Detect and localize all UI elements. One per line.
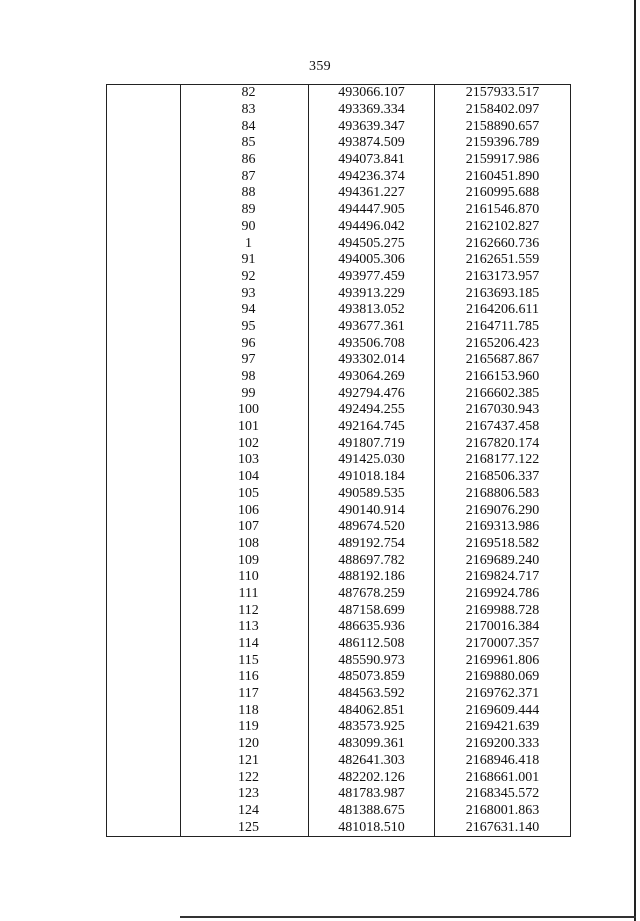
y-coordinate-cell: 2168806.583 [435, 486, 571, 503]
empty-cell [107, 602, 181, 619]
table-row [107, 285, 571, 302]
empty-cell [107, 219, 181, 236]
point-number-cell: 103 [181, 452, 309, 469]
y-coordinate-cell: 2168661.001 [435, 769, 571, 786]
x-coordinate-cell: 481018.510 [309, 819, 435, 836]
point-number-cell: 116 [181, 669, 309, 686]
point-number-cell: 1 [181, 235, 309, 252]
table-row [107, 168, 571, 185]
y-coordinate-cell: 2169076.290 [435, 502, 571, 519]
empty-cell [107, 803, 181, 820]
x-coordinate-cell: 483573.925 [309, 719, 435, 736]
y-coordinate-cell: 2157933.517 [435, 85, 571, 102]
y-coordinate-cell: 2158402.097 [435, 102, 571, 119]
y-coordinate-cell: 2169924.786 [435, 586, 571, 603]
y-coordinate-cell: 2162660.736 [435, 235, 571, 252]
empty-cell [107, 636, 181, 653]
empty-cell [107, 118, 181, 135]
point-number-cell: 91 [181, 252, 309, 269]
point-number-cell: 112 [181, 602, 309, 619]
x-coordinate-cell: 493369.334 [309, 102, 435, 119]
y-coordinate-cell: 2169988.728 [435, 602, 571, 619]
table-row [107, 469, 571, 486]
table-row [107, 669, 571, 686]
table-row [107, 753, 571, 770]
point-number-cell: 122 [181, 769, 309, 786]
empty-cell [107, 586, 181, 603]
table-row [107, 219, 571, 236]
y-coordinate-cell: 2160451.890 [435, 168, 571, 185]
x-coordinate-cell: 488192.186 [309, 569, 435, 586]
x-coordinate-cell: 492794.476 [309, 385, 435, 402]
empty-cell [107, 719, 181, 736]
x-coordinate-cell: 494073.841 [309, 152, 435, 169]
y-coordinate-cell: 2168177.122 [435, 452, 571, 469]
table-row [107, 419, 571, 436]
empty-cell [107, 652, 181, 669]
empty-cell [107, 819, 181, 836]
x-coordinate-cell: 485073.859 [309, 669, 435, 686]
table-row [107, 652, 571, 669]
empty-cell [107, 502, 181, 519]
y-coordinate-cell: 2167631.140 [435, 819, 571, 836]
point-number-cell: 106 [181, 502, 309, 519]
x-coordinate-cell: 488697.782 [309, 552, 435, 569]
y-coordinate-cell: 2165687.867 [435, 352, 571, 369]
table-row [107, 552, 571, 569]
y-coordinate-cell: 2169880.069 [435, 669, 571, 686]
point-number-cell: 99 [181, 385, 309, 402]
point-number-cell: 118 [181, 702, 309, 719]
table-row [107, 586, 571, 603]
y-coordinate-cell: 2169689.240 [435, 552, 571, 569]
point-number-cell: 98 [181, 369, 309, 386]
x-coordinate-cell: 491425.030 [309, 452, 435, 469]
point-number-cell: 88 [181, 185, 309, 202]
y-coordinate-cell: 2162651.559 [435, 252, 571, 269]
scan-edge-bottom [180, 916, 636, 918]
x-coordinate-cell: 492494.255 [309, 402, 435, 419]
x-coordinate-cell: 494361.227 [309, 185, 435, 202]
table-row [107, 435, 571, 452]
table-row [107, 619, 571, 636]
table-row [107, 719, 571, 736]
point-number-cell: 104 [181, 469, 309, 486]
y-coordinate-cell: 2159396.789 [435, 135, 571, 152]
x-coordinate-cell: 493913.229 [309, 285, 435, 302]
point-number-cell: 125 [181, 819, 309, 836]
empty-cell [107, 569, 181, 586]
x-coordinate-cell: 486635.936 [309, 619, 435, 636]
y-coordinate-cell: 2165206.423 [435, 335, 571, 352]
point-number-cell: 110 [181, 569, 309, 586]
coordinates-table [106, 84, 571, 837]
empty-cell [107, 536, 181, 553]
x-coordinate-cell: 481388.675 [309, 803, 435, 820]
point-number-cell: 96 [181, 335, 309, 352]
table-row [107, 369, 571, 386]
table-row [107, 786, 571, 803]
table-row [107, 352, 571, 369]
table-row [107, 536, 571, 553]
point-number-cell: 124 [181, 803, 309, 820]
empty-cell [107, 202, 181, 219]
y-coordinate-cell: 2164711.785 [435, 319, 571, 336]
point-number-cell: 107 [181, 519, 309, 536]
table-row [107, 452, 571, 469]
empty-cell [107, 786, 181, 803]
table-row [107, 235, 571, 252]
table-row [107, 569, 571, 586]
empty-cell [107, 235, 181, 252]
x-coordinate-cell: 484563.592 [309, 686, 435, 703]
table-row [107, 686, 571, 703]
x-coordinate-cell: 485590.973 [309, 652, 435, 669]
empty-cell [107, 252, 181, 269]
empty-cell [107, 469, 181, 486]
point-number-cell: 83 [181, 102, 309, 119]
point-number-cell: 109 [181, 552, 309, 569]
point-number-cell: 111 [181, 586, 309, 603]
x-coordinate-cell: 494005.306 [309, 252, 435, 269]
y-coordinate-cell: 2168506.337 [435, 469, 571, 486]
table-row [107, 803, 571, 820]
empty-cell [107, 352, 181, 369]
x-coordinate-cell: 494505.275 [309, 235, 435, 252]
empty-cell [107, 168, 181, 185]
empty-cell [107, 335, 181, 352]
empty-cell [107, 552, 181, 569]
empty-cell [107, 152, 181, 169]
point-number-cell: 92 [181, 269, 309, 286]
y-coordinate-cell: 2159917.986 [435, 152, 571, 169]
x-coordinate-cell: 493977.459 [309, 269, 435, 286]
table-row [107, 385, 571, 402]
empty-cell [107, 402, 181, 419]
x-coordinate-cell: 484062.851 [309, 702, 435, 719]
x-coordinate-cell: 494236.374 [309, 168, 435, 185]
table-row [107, 402, 571, 419]
point-number-cell: 108 [181, 536, 309, 553]
table-row [107, 135, 571, 152]
empty-cell [107, 519, 181, 536]
table-row [107, 269, 571, 286]
table-row [107, 102, 571, 119]
y-coordinate-cell: 2166602.385 [435, 385, 571, 402]
y-coordinate-cell: 2166153.960 [435, 369, 571, 386]
x-coordinate-cell: 482202.126 [309, 769, 435, 786]
coordinates-table-body [107, 85, 571, 837]
point-number-cell: 120 [181, 736, 309, 753]
empty-cell [107, 185, 181, 202]
y-coordinate-cell: 2163173.957 [435, 269, 571, 286]
y-coordinate-cell: 2169762.371 [435, 686, 571, 703]
point-number-cell: 119 [181, 719, 309, 736]
table-row [107, 319, 571, 336]
empty-cell [107, 686, 181, 703]
x-coordinate-cell: 487678.259 [309, 586, 435, 603]
empty-cell [107, 769, 181, 786]
x-coordinate-cell: 493302.014 [309, 352, 435, 369]
table-row [107, 335, 571, 352]
x-coordinate-cell: 493506.708 [309, 335, 435, 352]
x-coordinate-cell: 490589.535 [309, 486, 435, 503]
point-number-cell: 82 [181, 85, 309, 102]
page-number: 359 [309, 59, 331, 74]
table-row [107, 519, 571, 536]
table-row [107, 819, 571, 836]
point-number-cell: 101 [181, 419, 309, 436]
y-coordinate-cell: 2168946.418 [435, 753, 571, 770]
table-row [107, 302, 571, 319]
empty-cell [107, 435, 181, 452]
x-coordinate-cell: 483099.361 [309, 736, 435, 753]
table-row [107, 636, 571, 653]
y-coordinate-cell: 2169313.986 [435, 519, 571, 536]
empty-cell [107, 319, 181, 336]
table-row [107, 602, 571, 619]
point-number-cell: 100 [181, 402, 309, 419]
table-row [107, 152, 571, 169]
point-number-cell: 94 [181, 302, 309, 319]
x-coordinate-cell: 491807.719 [309, 435, 435, 452]
point-number-cell: 121 [181, 753, 309, 770]
point-number-cell: 114 [181, 636, 309, 653]
y-coordinate-cell: 2169609.444 [435, 702, 571, 719]
point-number-cell: 113 [181, 619, 309, 636]
x-coordinate-cell: 493677.361 [309, 319, 435, 336]
empty-cell [107, 135, 181, 152]
point-number-cell: 85 [181, 135, 309, 152]
point-number-cell: 90 [181, 219, 309, 236]
empty-cell [107, 753, 181, 770]
point-number-cell: 89 [181, 202, 309, 219]
point-number-cell: 95 [181, 319, 309, 336]
scan-edge-right [634, 0, 636, 921]
empty-cell [107, 385, 181, 402]
y-coordinate-cell: 2167030.943 [435, 402, 571, 419]
empty-cell [107, 619, 181, 636]
x-coordinate-cell: 492164.745 [309, 419, 435, 436]
point-number-cell: 123 [181, 786, 309, 803]
point-number-cell: 105 [181, 486, 309, 503]
point-number-cell: 97 [181, 352, 309, 369]
x-coordinate-cell: 491018.184 [309, 469, 435, 486]
empty-cell [107, 419, 181, 436]
table-row [107, 502, 571, 519]
y-coordinate-cell: 2168345.572 [435, 786, 571, 803]
y-coordinate-cell: 2168001.863 [435, 803, 571, 820]
point-number-cell: 87 [181, 168, 309, 185]
empty-cell [107, 285, 181, 302]
y-coordinate-cell: 2158890.657 [435, 118, 571, 135]
x-coordinate-cell: 481783.987 [309, 786, 435, 803]
y-coordinate-cell: 2167820.174 [435, 435, 571, 452]
x-coordinate-cell: 493813.052 [309, 302, 435, 319]
empty-cell [107, 302, 181, 319]
table-row [107, 202, 571, 219]
x-coordinate-cell: 489674.520 [309, 519, 435, 536]
point-number-cell: 93 [181, 285, 309, 302]
table-row [107, 85, 571, 102]
y-coordinate-cell: 2163693.185 [435, 285, 571, 302]
point-number-cell: 115 [181, 652, 309, 669]
x-coordinate-cell: 493874.509 [309, 135, 435, 152]
x-coordinate-cell: 493066.107 [309, 85, 435, 102]
empty-cell [107, 702, 181, 719]
empty-cell [107, 102, 181, 119]
point-number-cell: 117 [181, 686, 309, 703]
x-coordinate-cell: 494447.905 [309, 202, 435, 219]
y-coordinate-cell: 2169518.582 [435, 536, 571, 553]
empty-cell [107, 269, 181, 286]
x-coordinate-cell: 489192.754 [309, 536, 435, 553]
x-coordinate-cell: 493639.347 [309, 118, 435, 135]
x-coordinate-cell: 493064.269 [309, 369, 435, 386]
y-coordinate-cell: 2169824.717 [435, 569, 571, 586]
x-coordinate-cell: 486112.508 [309, 636, 435, 653]
empty-cell [107, 85, 181, 102]
empty-cell [107, 736, 181, 753]
y-coordinate-cell: 2162102.827 [435, 219, 571, 236]
point-number-cell: 84 [181, 118, 309, 135]
table-row [107, 486, 571, 503]
table-row [107, 118, 571, 135]
empty-cell [107, 369, 181, 386]
x-coordinate-cell: 482641.303 [309, 753, 435, 770]
y-coordinate-cell: 2169200.333 [435, 736, 571, 753]
table-row [107, 736, 571, 753]
y-coordinate-cell: 2170016.384 [435, 619, 571, 636]
empty-cell [107, 486, 181, 503]
point-number-cell: 102 [181, 435, 309, 452]
empty-cell [107, 669, 181, 686]
y-coordinate-cell: 2170007.357 [435, 636, 571, 653]
point-number-cell: 86 [181, 152, 309, 169]
y-coordinate-cell: 2167437.458 [435, 419, 571, 436]
y-coordinate-cell: 2164206.611 [435, 302, 571, 319]
table-row [107, 769, 571, 786]
y-coordinate-cell: 2161546.870 [435, 202, 571, 219]
x-coordinate-cell: 490140.914 [309, 502, 435, 519]
y-coordinate-cell: 2169421.639 [435, 719, 571, 736]
y-coordinate-cell: 2160995.688 [435, 185, 571, 202]
table-row [107, 702, 571, 719]
empty-cell [107, 452, 181, 469]
x-coordinate-cell: 494496.042 [309, 219, 435, 236]
y-coordinate-cell: 2169961.806 [435, 652, 571, 669]
table-row [107, 185, 571, 202]
table-row [107, 252, 571, 269]
x-coordinate-cell: 487158.699 [309, 602, 435, 619]
